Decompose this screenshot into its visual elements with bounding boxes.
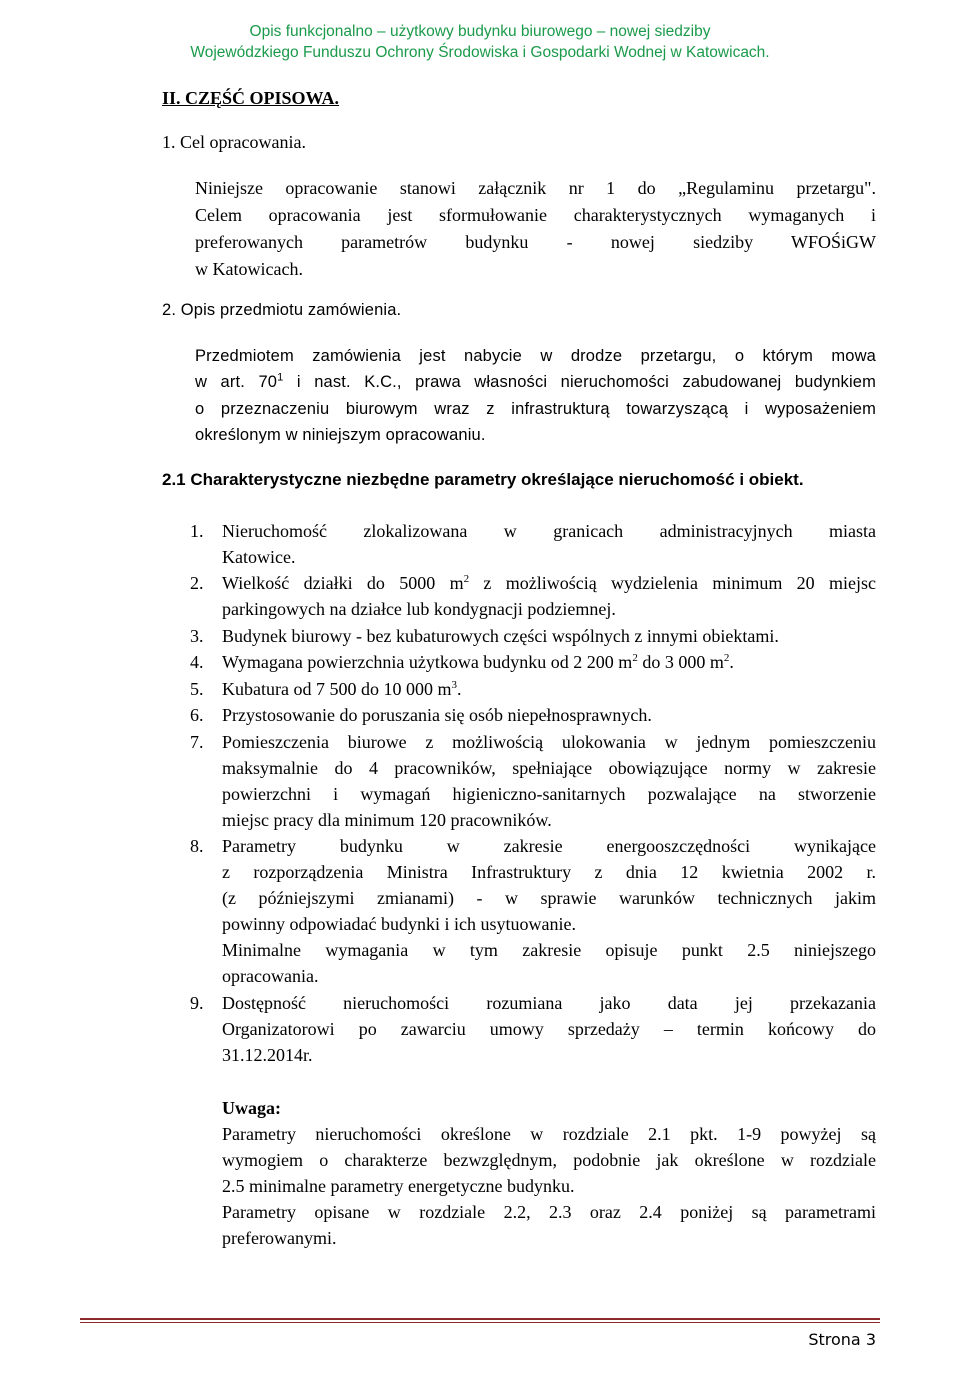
section-2-line: w art. $70^1$ i nast. K.C., prawa własności nieruchomości zabudowanej budynkiem (195, 371, 876, 391)
list-number: 2. (190, 573, 204, 593)
note-line: preferowanymi. (222, 1228, 337, 1248)
section-1-line: Celem opracowania jest sformułowanie charakterystycznych wymaganych i (195, 205, 876, 225)
list-item-text: Kubatura od 7 500 do 10 000 $m^3$. (222, 679, 462, 699)
list-item-text: Minimalne wymagania w tym zakresie opisuje punkt 2.5 niniejszego (222, 940, 876, 960)
list-item-text: Katowice. (222, 547, 296, 567)
list-item-text: powinny odpowiadać budynki i ich usytuowanie. (222, 914, 576, 934)
header-line-1: Opis funkcjonalno – użytkowy budynku biurowego – nowej siedziby (249, 23, 711, 40)
note-line: 2.5 minimalne parametry energetyczne budynku. (222, 1176, 575, 1196)
section-1-line: preferowanych parametrów budynku - nowej siedziby WFOŚiGW (195, 232, 876, 252)
list-item-text: z rozporządzenia Ministra Infrastruktury z dnia 12 kwietnia 2002 r. (222, 862, 876, 882)
list-number: 4. (190, 652, 204, 672)
note-title: Uwaga: (222, 1098, 281, 1118)
list-number: 9. (190, 993, 204, 1013)
list-item-text: Wielkość działki do 5000 $m^2$ z możliwością wydzielenia minimum 20 miejsc (222, 573, 876, 593)
footer-rule (80, 1318, 880, 1320)
list-item-text: Parametry budynku w zakresie energooszczędności wynikające (222, 836, 876, 856)
list-number: 1. (190, 521, 204, 541)
list-item-text: 31.12.2014r. (222, 1045, 313, 1065)
list-number: 7. (190, 732, 204, 752)
list-item-text: Przystosowanie do poruszania się osób niepełnosprawnych. (222, 705, 652, 725)
part-title: II. CZĘŚĆ OPISOWA. (162, 88, 340, 108)
list-number: 8. (190, 836, 204, 856)
list-item-text: Budynek biurowy - bez kubaturowych części wspólnych z innymi obiektami. (222, 626, 779, 646)
list-item-text: opracowania. (222, 966, 319, 986)
list-item-text: Dostępność nieruchomości rozumiana jako data jej przekazania (222, 993, 876, 1013)
list-item-text: Nieruchomość zlokalizowana w granicach administracyjnych miasta (222, 521, 876, 541)
list-item-text: Organizatorowi po zawarciu umowy sprzedaży – termin końcowy do (222, 1019, 876, 1039)
header-line-2: Wojewódzkiego Funduszu Ochrony Środowiska i Gospodarki Wodnej w Katowicach. (190, 44, 770, 61)
section-1-heading: 1. Cel opracowania. (162, 132, 306, 152)
section-1-line: Niniejsze opracowanie stanowi załącznik nr 1 do „Regulaminu przetargu". (195, 178, 876, 198)
list-item-text: powierzchni i wymagań higieniczno-sanitarnych pozwalające na stworzenie (222, 784, 876, 804)
list-item-text: (z późniejszymi zmianami) - w sprawie warunków technicznych jakim (222, 888, 876, 908)
note-line: wymogiem o charakterze bezwzględnym, podobnie jak określone w rozdziale (222, 1150, 876, 1170)
section-2-1-heading: 2.1 Charakterystyczne niezbędne parametry określające nieruchomość i obiekt. (162, 470, 804, 489)
section-2-heading: 2. Opis przedmiotu zamówienia. (162, 301, 402, 319)
list-number: 6. (190, 705, 204, 725)
list-number: 5. (190, 679, 204, 699)
list-number: 3. (190, 626, 204, 646)
page-number: Strona 3 (808, 1330, 876, 1349)
list-item-text: maksymalnie do 4 pracowników, spełniające obowiązujące normy w zakresie (222, 758, 876, 778)
section-1-line: w Katowicach. (195, 259, 303, 279)
note-line: Parametry opisane w rozdziale 2.2, 2.3 oraz 2.4 poniżej są parametrami (222, 1202, 876, 1222)
note-line: Parametry nieruchomości określone w rozdziale 2.1 pkt. 1-9 powyżej są (222, 1124, 876, 1144)
list-item-text: parkingowych na działce lub kondygnacji podziemnej. (222, 599, 616, 619)
footer-rule-thin (80, 1322, 880, 1323)
list-item-text: Wymagana powierzchnia użytkowa budynku od 2 200 $m^2$ do 3 000 $m^2$. (222, 652, 734, 672)
section-2-line: o przeznaczeniu biurowym wraz z infrastrukturą towarzyszącą i wyposażeniem (195, 400, 876, 418)
section-2-line: określonym w niniejszym opracowaniu. (195, 426, 486, 444)
list-item-text: Pomieszczenia biurowe z możliwością ulokowania w jednym pomieszczeniu (222, 732, 876, 752)
list-item-text: miejsc pracy dla minimum 120 pracowników. (222, 810, 552, 830)
section-2-line: Przedmiotem zamówienia jest nabycie w drodze przetargu, o którym mowa (195, 347, 876, 365)
